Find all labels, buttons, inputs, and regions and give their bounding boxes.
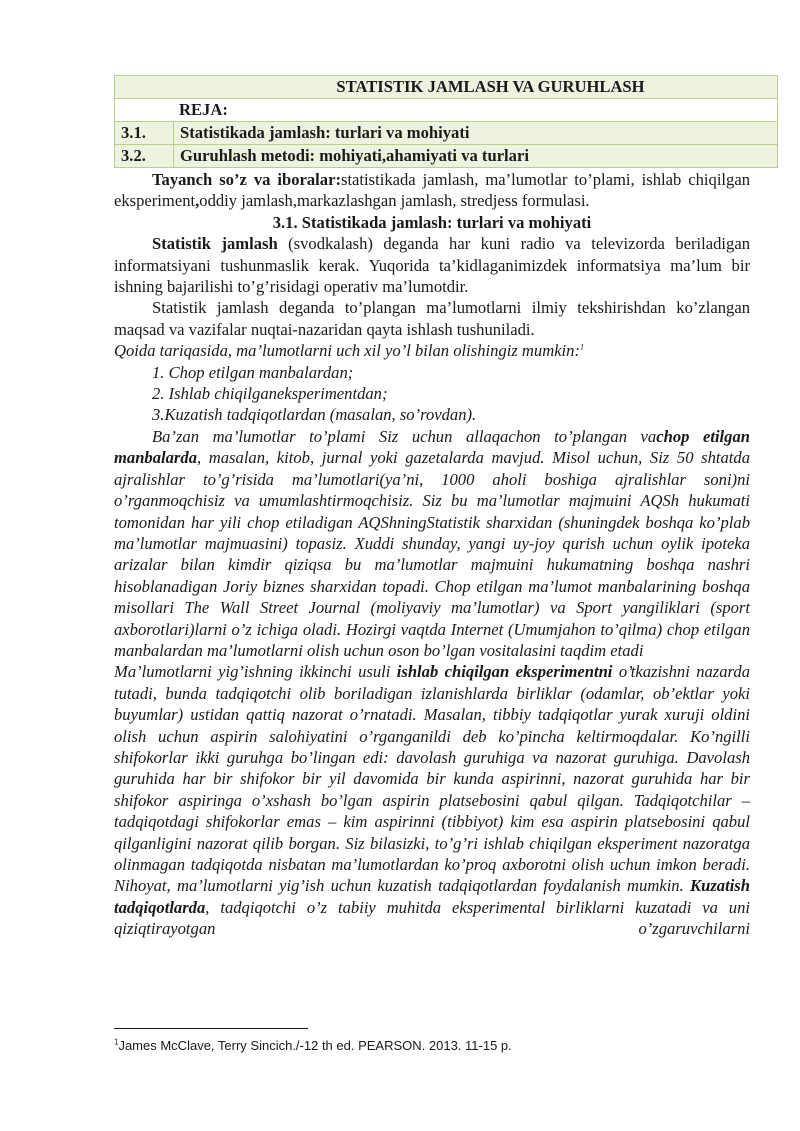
term-ishlab-chiqilgan-eksperiment: ishlab chiqilgan eksperimentni [396, 662, 613, 682]
plan-title-row [115, 76, 778, 99]
document-title: STATISTIK JAMLASH VA GURUHLASH [115, 76, 778, 99]
list-item: 3.Kuzatish tadqiqotlardan (masalan, so’rovdan). [152, 405, 477, 425]
reja-label: REJA: [115, 99, 778, 122]
plan-item-number: 3.1. [115, 122, 174, 145]
plan-row [115, 122, 778, 145]
plan-table [114, 75, 778, 168]
keywords-text-continued: oddiy jamlash,markazlashgan jamlash, stredjess formulasi. [199, 191, 590, 211]
footnote-reference[interactable]: 1 [580, 342, 584, 352]
list-item: 1. Chop etilgan manbalardan; [152, 362, 354, 382]
methods-intro [114, 340, 750, 361]
keywords-paragraph [114, 169, 750, 212]
keywords-label: Tayanch so’z va iboralar: [152, 170, 341, 189]
plan-item-label: Guruhlash metodi: mohiyati,ahamiyati va turlari [174, 145, 778, 168]
footnote-divider [114, 1028, 308, 1029]
paragraph-text: , tadqiqotchi o’z tabiiy muhitda eksperimental birliklarni kuzatadi va uni qiziqtirayotgan o’zgaruvchilarni [114, 897, 750, 939]
keywords-text: statistikada jamlash, ma’lumotlar to’plami, ishlab chiqilgan eksperiment [114, 170, 750, 211]
footnote [114, 1038, 512, 1053]
term-chop-etilgan-manbalarda: chop etilgan manbalarda [114, 426, 750, 468]
paragraph-text: Ba’zan ma’lumotlar to’plami Siz uchun allaqachon to’plangan va [152, 426, 657, 446]
paragraph-experiment [114, 661, 750, 939]
paragraph-text: o’tkazishni nazarda tutadi, bunda tadqiqotchi olib boriladigan izlanishlarda birliklar (odamlar, ob’ektlar yoki buyumlar) ustidan qattiq nazorat o’rnatadi. Masalan, tibbiy tadqiqotlar yurak xuruji oldini olish uchun aspirin salohiyatini o’rganganildi deb ko’pincha keltirmoqdalar. Ko’ngilli shifokorlar ikki guruhga bo’lingan edi: davolash guruhiga va nazorat guruhiga. Davolash guruhida har bir shifokor bir yil davomida bir kunda aspirinni, nazorat guruhida har bir shifokor aspiringa o’xshash bo’lgan aspirin platsebosini qabul qilgan. Tadqiqotchilar – tadqiqotdagi shifokorlar emas – kim aspirinni (tibbiyot) kim esa aspirin platsebosini qabul qilganligini nazorat qilib borgan. Siz bilasizki, to’g’ri ishlab chiqilgan eksperiment nazoratga olinmagan tadqiqotda nisbatan ma’lumotlardan ko’proq axborotni olish uchun imkon beradi. Nihoyat, ma’lumotlarni yig’ish uchun kuzatish tadqiqotlardan foydalanish mumkin. [114, 662, 750, 896]
plan-row [115, 145, 778, 168]
paragraph-published-sources [114, 426, 750, 661]
paragraph-definition: Statistik jamlash deganda to’plangan ma’lumotlarni ilmiy tekshirishdan ko’zlangan maqsad va vazifalar nuqtai-nazaridan qayta ishlash tushuniladi. [114, 298, 750, 339]
plan-reja-row [115, 99, 778, 122]
list-item: 2. Ishlab chiqilganeksperimentdan; [152, 384, 388, 404]
paragraph-text: Ma’lumotlarni yig’ishning ikkinchi usuli [114, 662, 397, 682]
footnote-text: James McClave, Terry Sincich./-12 th ed. PEARSON. 2013. 11-15 p. [118, 1038, 512, 1053]
document-body [114, 75, 750, 940]
paragraph-text: (svodkalash) deganda har kuni radio va televizorda beriladigan informatsiyani tushunmaslik kerak. Yuqorida ta’kidlaganimizdek informatsiya ma’lum bir ishning bajarilishi to’g’risidagi operativ ma’lumotdir. [114, 234, 750, 297]
methods-intro-text: Qoida tariqasida, ma’lumotlarni uch xil yo’l bilan olishingiz mumkin: [114, 341, 580, 361]
plan-item-number: 3.2. [115, 145, 174, 168]
paragraph-text: , masalan, kitob, jurnal yoki gazetalarda mavjud. Misol uchun, Siz 50 shtatda ajralishlar to’g’risida ma’lumotlari(ya’ni, 1000 aholi boshiga ajralishlar soni)ni o’rganmoqchisiz va umumlashtirmoqchisiz. Siz bu ma’lumotlar majmuini AQSh hukumati tomonidan har yili chop etiladigan AQShningStatistik sharxidan (shuningdek boshqa ko’plab ma’lumotlar majmuasini) topasiz. Xuddi shunday, yangi uy-joy qurish uchun oylik ipoteka arizalar bilan kimdir qiziqsa bu ma’lumotlar majmuini hukumatning boshqa nashri hisoblanadigan Joriy biznes sharxidan topadi. Chop etilgan ma’lumot manbalarining boshqa misollari The Wall Street Journal (moliyaviy ma’lumotlar) va Sport yangiliklari (sport axborotlari)larni o’z ichiga oladi. Hozirgi vaqtda Internet (Umumjahon to’qilma) chop etilgan manbalardan ma’lumotlarni olish uchun oson bo’lgan vositalasini taqdim etadi [114, 448, 750, 660]
plan-item-label: Statistikada jamlash: turlari va mohiyati [174, 122, 778, 145]
footnote-number: 1 [114, 1037, 119, 1047]
term-kuzatish-tadqiqotlarda: Kuzatish tadqiqotlarda [114, 876, 750, 917]
keywords-separator: , [195, 191, 200, 211]
section-heading: 3.1. Statistikada jamlash: turlari va mohiyati [272, 212, 592, 232]
paragraph-statistik-jamlash [114, 233, 750, 297]
term-statistik-jamlash: Statistik jamlash [152, 234, 278, 254]
